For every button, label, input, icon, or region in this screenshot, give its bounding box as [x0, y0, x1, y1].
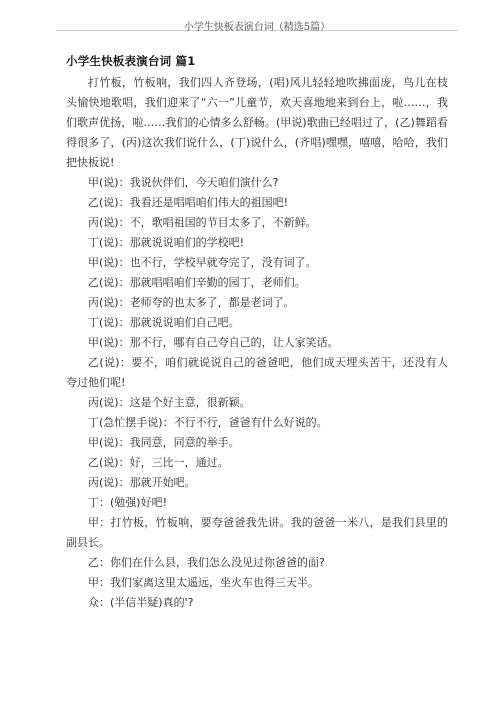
paragraph: 丙(说)：不，歌唱祖国的节目太多了，不新鲜。: [88, 216, 317, 229]
paragraph: 丁(急忙摆手说)：不行不行，爸爸有什么好说的。: [88, 416, 328, 429]
paragraph: 甲(说)：那不行，哪有自己夸自己的，让人家笑话。: [88, 336, 339, 349]
paragraph-list: [66, 73, 448, 613]
paragraph: 乙：你们在什么县，我们怎么没见过你爸爸的面?: [88, 556, 325, 569]
paragraph: 丙(说)：老师夸的也太多了，都是老词了。: [88, 296, 295, 309]
paragraph: 甲(说)：我说伙伴们，今天咱们演什么?: [88, 176, 279, 189]
section-title: 小学生快板表演台词 篇1: [66, 54, 196, 68]
paragraph: 乙(说)：好，三比一，通过。: [88, 456, 229, 469]
paragraph: 甲(说)：也不行，学校早就夸完了，没有词了。: [88, 256, 317, 269]
paragraph: 丁：(勉强)好吧!: [88, 496, 167, 509]
paragraph: 乙(说)：我看还是唱唱咱们伟大的祖国吧!: [88, 196, 288, 209]
paragraph: 甲：我们家离这里太遥远，坐火车也得三天半。: [88, 576, 319, 589]
paragraph: 丙(说)：那就开始吧。: [88, 476, 196, 489]
paragraph: 乙(说)：那就唱唱咱们辛勤的园丁，老师们。: [88, 276, 306, 289]
document-header: 小学生快板表演台词（精选5篇）: [183, 22, 331, 33]
paragraph: 丁(说)：那就说说咱们的学校吧!: [88, 236, 244, 249]
paragraph: 甲：打竹板，竹板响，要夸爸爸我先讲。我的爸爸一米八，是我们县里的副县长。: [66, 516, 448, 549]
paragraph: 甲(说)：我同意，同意的举手。: [88, 436, 240, 449]
paragraph: 丙(说)：这是个好主意，很新颖。: [88, 396, 251, 409]
paragraph: 众：(半信半疑)真的'?: [88, 596, 194, 609]
paragraph: 丁(说)：那就说说咱们自己吧。: [88, 316, 240, 329]
paragraph: 打竹板，竹板响，我们四人齐登场，(唱)风儿轻轻地吹拂面庞，鸟儿在枝头愉快地歌唱，我们迎来了“六一”儿童节，欢天喜地地来到台上，啦……，我们歌声优扬，啦……我们的心情多么舒畅。(甲说)歌曲已经唱过了，(乙)舞蹈看得很多了，(丙)这次我们说什么，(丁)说什么，(齐唱)嘿嘿，嘻嘻，哈哈，我们把快板说!: [66, 76, 448, 169]
paragraph: 乙(说)：要不，咱们就说说自己的爸爸吧，他们成天埋头苦干，还没有人夸过他们呢!: [66, 356, 448, 389]
